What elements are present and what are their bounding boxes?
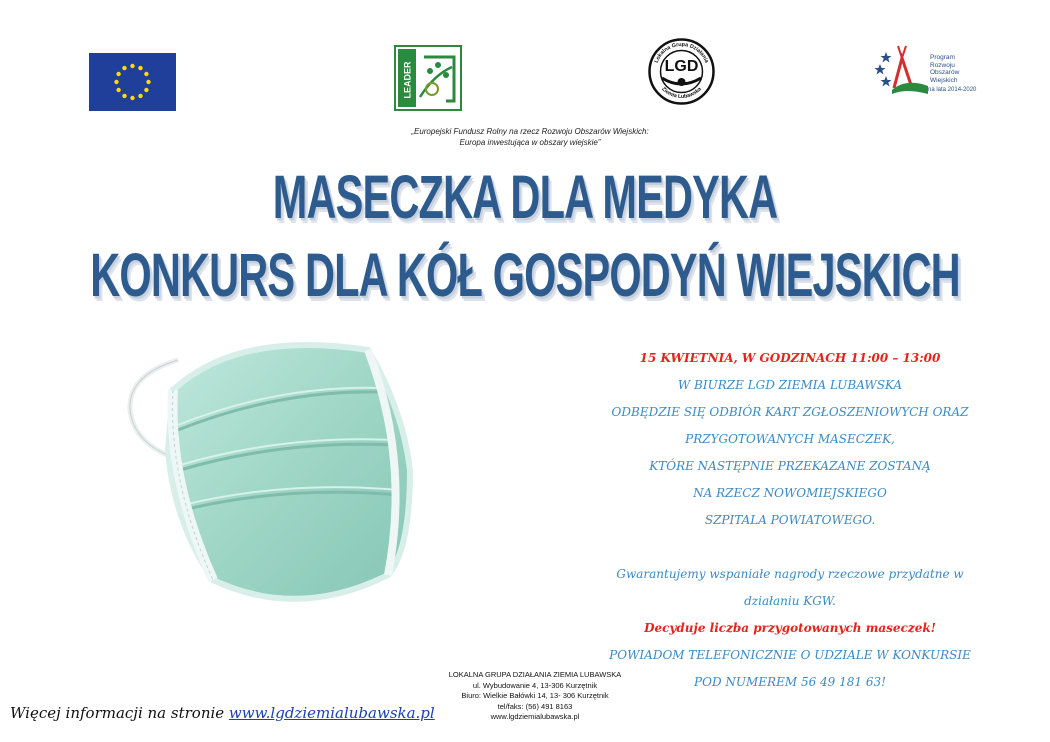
info-line: NA RZECZ NOWOMIEJSKIEGO xyxy=(693,486,887,500)
prow-emblem-icon xyxy=(872,36,932,100)
leader-logo xyxy=(394,45,462,111)
org-office: Biuro: Wielkie Bałówki 14, 13- 306 Kurzętnik xyxy=(461,691,609,700)
info-line: W BIURZE LGD ZIEMIA LUBAWSKA xyxy=(677,378,903,392)
phone-number-line: POD NUMEREM 56 49 181 63! xyxy=(694,675,886,689)
lgd-ring-bottom-text: Ziemia Lubawska xyxy=(660,86,703,101)
lgd-ring-text xyxy=(648,38,715,105)
prize-line: działaniu KGW. xyxy=(744,594,836,608)
lgd-ring-top-text: Lokalna Grupa Działania xyxy=(653,41,710,64)
fund-caption-line: Europa inwestująca w obszary wiejskie” xyxy=(459,138,601,147)
info-line: PRZYGOTOWANYCH MASECZEK, xyxy=(685,432,895,446)
website-link[interactable]: www.lgdziemialubawska.pl xyxy=(228,704,435,722)
prow-line: Obszarów xyxy=(930,69,960,76)
event-date: 15 KWIETNIA, W GODZINACH 11:00 – 13:00 xyxy=(639,351,941,365)
info-line: KTÓRE NASTĘPNIE PRZEKAZANE ZOSTANĄ xyxy=(649,459,931,473)
org-address: ul. Wybudowanie 4, 13-306 Kurzętnik xyxy=(472,680,598,690)
organization-address xyxy=(410,670,660,723)
prize-line: Gwarantujemy wspaniałe nagrody rzeczowe przydatne w xyxy=(616,567,964,581)
decisive-note: Decyduje liczba przygotowanych maseczek! xyxy=(644,621,936,635)
more-info xyxy=(10,704,435,722)
fund-caption xyxy=(380,126,680,148)
prow-line: Program xyxy=(930,54,955,61)
prow-years: na lata 2014-2020 xyxy=(928,87,977,93)
leader-text: LEADER xyxy=(402,61,413,99)
prow-line: Wiejskich xyxy=(930,76,958,84)
headline-subtitle: KONKURS DLA KÓŁ GOSPODYŃ WIEJSKICH xyxy=(90,241,960,310)
event-info xyxy=(590,345,990,696)
prow-text xyxy=(930,54,959,84)
prow-logo xyxy=(872,36,992,100)
lgd-ziemia-lubawska-logo xyxy=(648,38,715,105)
leader-wordmark xyxy=(398,57,416,103)
eu-flag-logo xyxy=(89,53,176,111)
lgd-text: LGD xyxy=(664,58,699,75)
surgical-mask-image xyxy=(118,320,418,620)
org-website: www.lgdziemialubawska.pl xyxy=(490,712,580,721)
prow-line: Rozwoju xyxy=(930,61,955,69)
svg-text:Lokalna Grupa Działania xyxy=(654,42,710,65)
fund-caption-line: „Europejski Fundusz Rolny na rzecz Rozwoju Obszarów Wiejskich: xyxy=(411,127,649,136)
org-phone: tel/faks: (56) 491 8163 xyxy=(497,701,573,711)
more-info-label: Więcej informacji na stronie xyxy=(10,704,229,722)
info-line: ODBĘDZIE SIĘ ODBIÓR KART ZGŁOSZENIOWYCH ORAZ xyxy=(611,405,969,419)
spacer xyxy=(590,534,990,561)
headline-title: MASECZKA DLA MEDYKA xyxy=(272,163,778,232)
eu-stars-icon xyxy=(89,53,176,111)
notify-line: POWIADOM TELEFONICZNIE O UDZIALE W KONKURSIE xyxy=(609,648,971,662)
org-name: LOKALNA GRUPA DZIAŁANIA ZIEMIA LUBAWSKA xyxy=(448,670,622,679)
info-line: SZPITALA POWIATOWEGO. xyxy=(704,513,876,527)
svg-text:Ziemia Lubawska xyxy=(660,86,703,101)
